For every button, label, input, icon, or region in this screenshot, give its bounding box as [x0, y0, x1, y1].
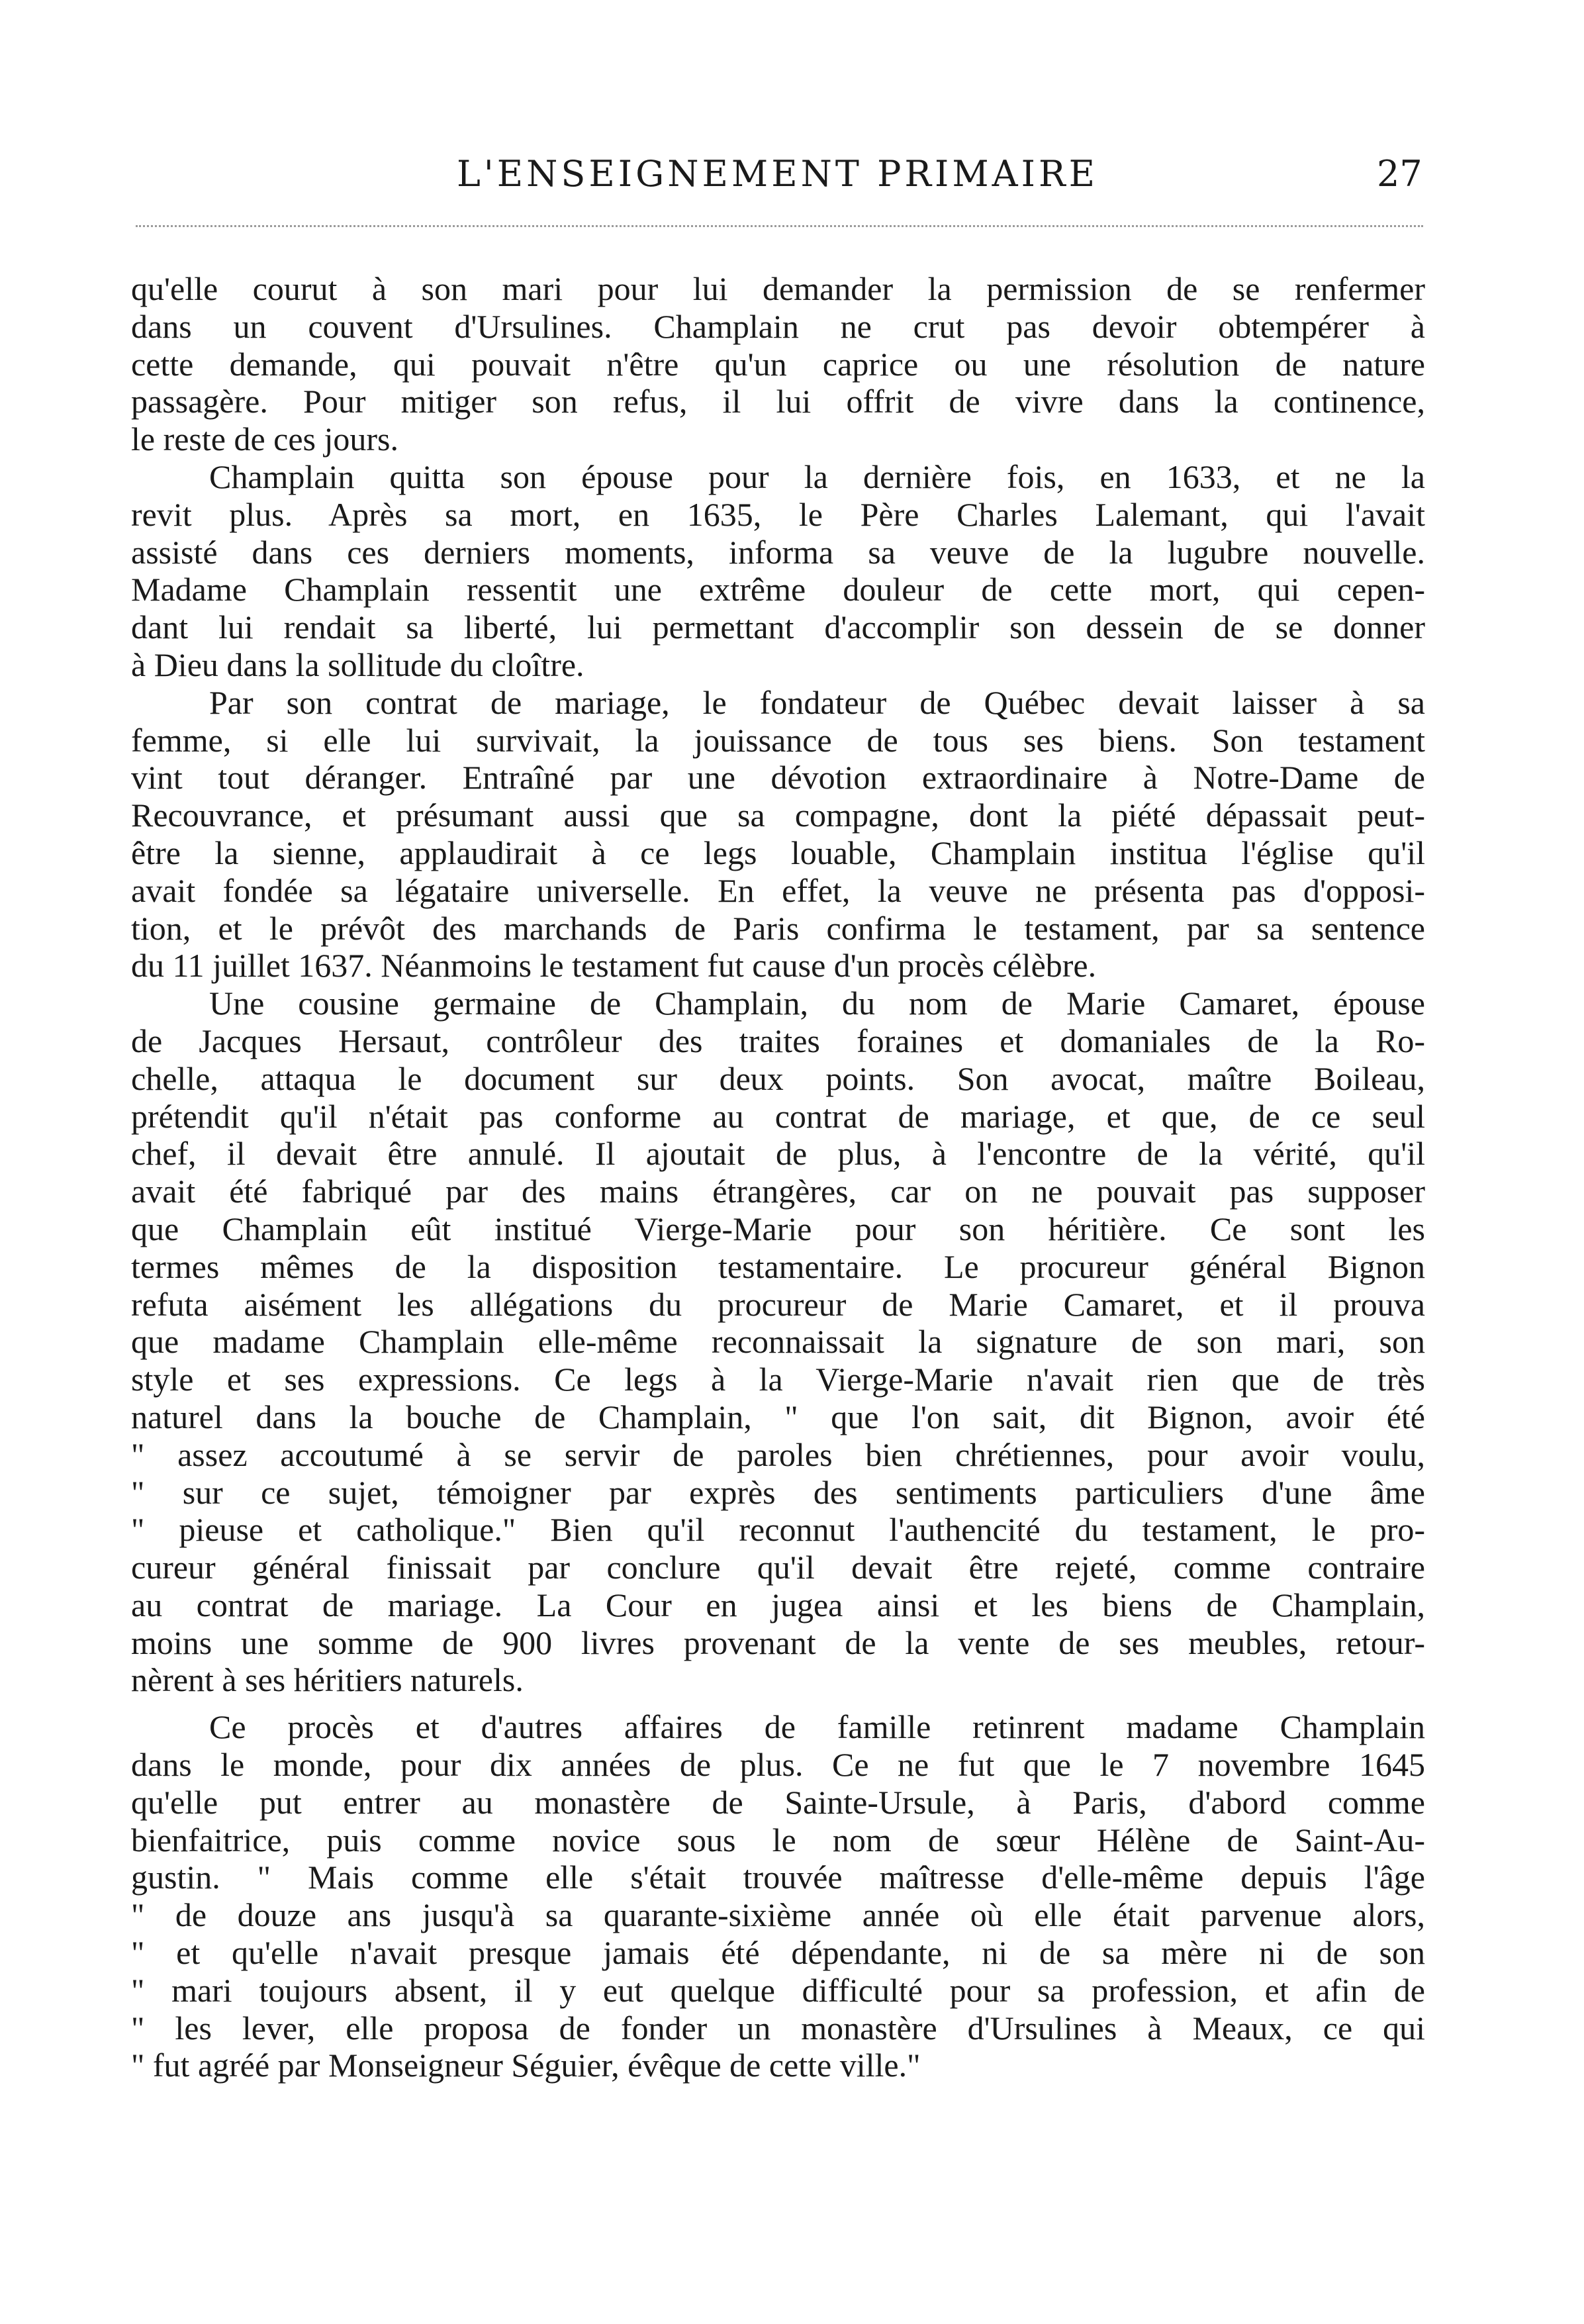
paragraph-2 [131, 458, 1425, 684]
text-line: femme, si elle lui survivait, la jouissance de tous ses biens. Son testament [131, 721, 1425, 759]
text-line: prétendit qu'il n'était pas conforme au contrat de mariage, et que, de ce seul [131, 1097, 1425, 1135]
text-line: nèrent à ses héritiers naturels. [131, 1661, 524, 1699]
text-line: " pieuse et catholique." Bien qu'il reconnut l'authencité du testament, le pro- [131, 1511, 1425, 1549]
text-line: que Champlain eût institué Vierge-Marie pour son héritière. Ce sont les [131, 1210, 1425, 1247]
paragraph-4 [131, 985, 1425, 1699]
text-line: " mari toujours absent, il y eut quelque difficulté pour sa profession, et afin de [131, 1971, 1425, 2009]
text-line: tion, et le prévôt des marchands de Paris confirma le testament, par sa sentence [131, 909, 1425, 947]
text-line: assisté dans ces derniers moments, informa sa veuve de la lugubre nouvelle. [131, 533, 1425, 571]
paragraph-1 [131, 270, 1425, 458]
paragraph-3 [131, 684, 1425, 985]
text-line: dant lui rendait sa liberté, lui permettant d'accomplir son dessein de se donner [131, 608, 1425, 646]
text-line: naturel dans la bouche de Champlain, " que l'on sait, dit Bignon, avoir été [131, 1398, 1425, 1435]
text-line: à Dieu dans la sollitude du cloître. [131, 646, 584, 683]
text-line: revit plus. Après sa mort, en 1635, le Père Charles Lalemant, qui l'avait [131, 495, 1425, 533]
body-text [131, 270, 1425, 2084]
text-line: Champlain quitta son épouse pour la dernière fois, en 1633, et ne la [209, 458, 1425, 495]
text-line: de Jacques Hersaut, contrôleur des traites foraines et domaniales de la Ro- [131, 1022, 1425, 1059]
text-line: qu'elle put entrer au monastère de Sainte-Ursule, à Paris, d'abord comme [131, 1783, 1425, 1821]
text-line: du 11 juillet 1637. Néanmoins le testament fut cause d'un procès célèbre. [131, 947, 1097, 985]
text-line: gustin. " Mais comme elle s'était trouvée maîtresse d'elle-même depuis l'âge [131, 1859, 1425, 1896]
text-line: que madame Champlain elle-même reconnaissait la signature de son mari, son [131, 1323, 1425, 1361]
text-line: qu'elle courut à son mari pour lui demander la permission de se renfermer [131, 270, 1425, 307]
text-line: le reste de ces jours. [131, 420, 399, 458]
text-line: Recouvrance, et présumant aussi que sa compagne, dont la piété dépassait peut- [131, 797, 1425, 834]
text-line: dans un couvent d'Ursulines. Champlain ne crut pas devoir obtempérer à [131, 307, 1425, 345]
text-line: " les lever, elle proposa de fonder un monastère d'Ursulines à Meaux, ce qui [131, 2009, 1425, 2047]
text-line: " et qu'elle n'avait presque jamais été dépendante, ni de sa mère ni de son [131, 1934, 1425, 1972]
text-line: cureur général finissait par conclure qu'il devait être rejeté, comme contraire [131, 1549, 1425, 1586]
paragraph-5 [131, 1708, 1425, 2084]
text-line: Ce procès et d'autres affaires de famille retinrent madame Champlain [209, 1708, 1425, 1746]
text-line: style et ses expressions. Ce legs à la Vierge-Marie n'avait rien que de très [131, 1361, 1425, 1398]
text-line: refuta aisément les allégations du procureur de Marie Camaret, et il prouva [131, 1285, 1425, 1323]
running-head [0, 151, 1584, 197]
text-line: avait fondée sa légataire universelle. En effet, la veuve ne présenta pas d'opposi- [131, 871, 1425, 909]
text-line: vint tout déranger. Entraîné par une dévotion extraordinaire à Notre-Dame de [131, 759, 1425, 797]
text-line: dans le monde, pour dix années de plus. Ce ne fut que le 7 novembre 1645 [131, 1746, 1425, 1784]
header-rule [136, 225, 1423, 227]
text-line: Madame Champlain ressentit une extrême douleur de cette mort, qui cepen- [131, 571, 1425, 608]
text-line: " assez accoutumé à se servir de paroles bien chrétiennes, pour avoir voulu, [131, 1435, 1425, 1473]
text-line: moins une somme de 900 livres provenant de la vente de ses meubles, retour- [131, 1623, 1425, 1661]
text-line: " de douze ans jusqu'à sa quarante-sixième année où elle était parvenue alors, [131, 1896, 1425, 1934]
text-line: bienfaitrice, puis comme novice sous le nom de sœur Hélène de Saint-Au- [131, 1821, 1425, 1859]
text-line: " fut agréé par Monseigneur Séguier, évêque de cette ville." [131, 2047, 921, 2084]
text-line: termes mêmes de la disposition testamentaire. Le procureur général Bignon [131, 1247, 1425, 1285]
page-number: 27 [1377, 153, 1422, 195]
text-line: chef, il devait être annulé. Il ajoutait de plus, à l'encontre de la vérité, qu'il [131, 1135, 1425, 1173]
text-line: Par son contrat de mariage, le fondateur de Québec devait laisser à sa [209, 683, 1425, 721]
text-line: être la sienne, applaudirait à ce legs louable, Champlain institua l'église qu'il [131, 834, 1425, 871]
text-line: chelle, attaqua le document sur deux points. Son avocat, maître Boileau, [131, 1059, 1425, 1097]
text-line: au contrat de mariage. La Cour en jugea ainsi et les biens de Champlain, [131, 1586, 1425, 1623]
text-line: " sur ce sujet, témoigner par exprès des sentiments particuliers d'une âme [131, 1473, 1425, 1511]
text-line: passagère. Pour mitiger son refus, il lui offrit de vivre dans la continence, [131, 383, 1425, 420]
running-title: L'ENSEIGNEMENT PRIMAIRE [457, 153, 1099, 195]
text-line: Une cousine germaine de Champlain, du nom de Marie Camaret, épouse [209, 985, 1425, 1022]
text-line: cette demande, qui pouvait n'être qu'un caprice ou une résolution de nature [131, 345, 1425, 383]
text-line: avait été fabriqué par des mains étrangères, car on ne pouvait pas supposer [131, 1173, 1425, 1210]
